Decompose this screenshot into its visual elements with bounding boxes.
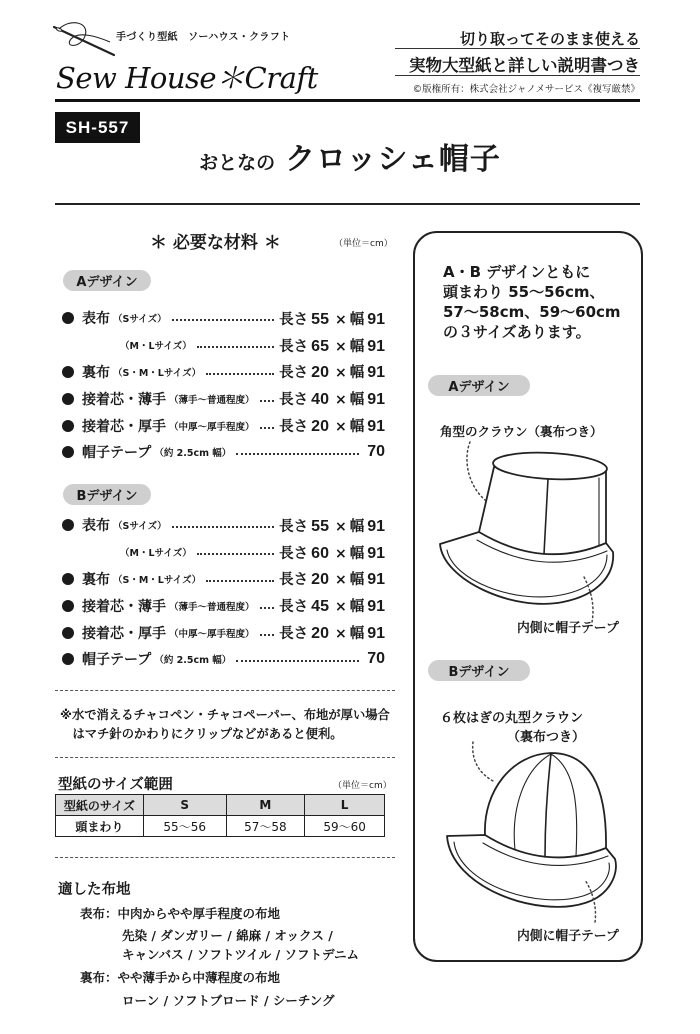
width-label: 幅 xyxy=(349,545,365,562)
material-row xyxy=(62,385,388,412)
length-value: 20 xyxy=(311,571,329,589)
header-tagline-2: 実物大型紙と詳しい説明書つき xyxy=(409,56,640,75)
materials-unit: （単位＝cm） xyxy=(334,239,393,249)
size-table-unit: （単位＝cm） xyxy=(333,781,392,791)
width-label: 幅 xyxy=(349,392,365,409)
bullet-icon xyxy=(62,600,74,612)
times-sign: × xyxy=(334,599,347,616)
fabric-examples: ローン / ソフトブロード / シーチング xyxy=(122,993,335,1008)
dotted-leader xyxy=(172,319,275,321)
material-note: （S・M・Lサイズ） xyxy=(113,574,202,586)
intro-line: の３サイズあります。 xyxy=(443,323,591,341)
bullet-icon xyxy=(62,312,74,324)
design-b-badge: Bデザイン xyxy=(63,484,151,505)
table-header-row xyxy=(56,795,385,816)
material-row xyxy=(62,439,388,466)
dotted-leader xyxy=(260,607,275,609)
length-label: 長さ xyxy=(279,419,309,436)
width-value: 91 xyxy=(367,391,385,409)
material-row xyxy=(62,539,388,566)
tip-note xyxy=(60,706,390,744)
bullet-icon xyxy=(62,446,74,458)
material-name: 裏布 xyxy=(82,571,110,588)
length-label: 長さ xyxy=(279,518,309,535)
length-value: 20 xyxy=(311,625,329,643)
crown-caption-a: 角型のクラウン（裏布つき） xyxy=(440,424,603,439)
crown-label-pointer xyxy=(467,442,485,500)
length-value: 55 xyxy=(311,310,329,328)
product-code: SH-557 xyxy=(55,112,140,143)
fabric-heading: 表布：中肉からやや厚手程度の布地 xyxy=(80,906,281,921)
material-name: 帽子テープ xyxy=(82,445,152,462)
dotted-leader xyxy=(206,373,274,375)
material-name: 接着芯・厚手 xyxy=(82,418,166,435)
times-sign: × xyxy=(334,626,347,643)
crown-label-pointer xyxy=(473,742,495,782)
material-note: （中厚〜厚手程度） xyxy=(169,421,255,433)
note-line: ※水で消えるチャコペン・チャコペーパー、布地が厚い場合 xyxy=(60,708,390,722)
material-name: 帽子テープ xyxy=(82,652,152,669)
tape-caption-a: 内側に帽子テープ xyxy=(517,621,619,636)
width-value: 91 xyxy=(367,544,385,562)
width-label: 幅 xyxy=(349,419,365,436)
length-label: 長さ xyxy=(279,626,309,643)
table-header-cell: S xyxy=(143,795,226,816)
material-note: （約 2.5cm 幅） xyxy=(154,655,232,667)
bullet-icon xyxy=(62,366,74,378)
material-note: （薄手〜普通程度） xyxy=(169,601,255,613)
width-label: 幅 xyxy=(349,518,365,535)
material-note: （S・M・Lサイズ） xyxy=(113,367,202,379)
width-label: 幅 xyxy=(349,599,365,616)
section-divider xyxy=(55,690,395,691)
width-value: 91 xyxy=(367,571,385,589)
design-b-materials xyxy=(62,512,388,673)
material-name: 裏布 xyxy=(82,364,110,381)
design-a-materials xyxy=(62,305,388,466)
material-amount xyxy=(279,308,388,329)
width-label: 幅 xyxy=(349,338,365,355)
material-name: 接着芯・厚手 xyxy=(82,625,166,642)
table-header-cell: L xyxy=(305,795,385,816)
width-value: 91 xyxy=(367,517,385,535)
table-header-cell: M xyxy=(226,795,305,816)
product-title xyxy=(0,142,700,182)
material-row xyxy=(62,646,388,673)
width-label: 幅 xyxy=(349,572,365,589)
amount-value: 70 xyxy=(367,650,385,668)
intro-line: A・B デザインともに xyxy=(443,263,591,281)
length-value: 55 xyxy=(311,517,329,535)
length-value: 20 xyxy=(311,364,329,382)
material-row xyxy=(62,619,388,646)
material-note: （Sサイズ） xyxy=(113,521,167,533)
width-label: 幅 xyxy=(349,311,365,328)
section-divider xyxy=(55,757,395,758)
materials-title: ＊ 必要な材料 ＊ xyxy=(150,233,281,253)
material-name: 表布 xyxy=(82,311,110,328)
times-sign: × xyxy=(334,545,347,562)
material-amount xyxy=(279,595,388,616)
material-amount xyxy=(364,443,388,461)
intro-line: 57〜58cm、59〜60cm xyxy=(443,303,621,321)
design-a-badge: Aデザイン xyxy=(63,270,151,291)
header-rule xyxy=(395,75,640,76)
length-label: 長さ xyxy=(279,545,309,562)
material-note: （約 2.5cm 幅） xyxy=(154,448,232,460)
bullet-icon xyxy=(62,519,74,531)
length-label: 長さ xyxy=(279,572,309,589)
intro-line: 頭まわり 55〜56cm、 xyxy=(443,283,605,301)
material-amount xyxy=(279,515,388,536)
dotted-leader xyxy=(236,660,359,662)
material-amount xyxy=(279,415,388,436)
dotted-leader xyxy=(206,580,274,582)
material-note: （M・Lサイズ） xyxy=(120,341,192,353)
title-prefix: おとなの xyxy=(199,152,276,174)
width-value: 91 xyxy=(367,364,385,382)
material-row xyxy=(62,332,388,359)
material-amount xyxy=(279,388,388,409)
crown-side xyxy=(479,467,606,554)
width-label: 幅 xyxy=(349,365,365,382)
title-divider xyxy=(55,203,640,205)
table-cell: 55〜56 xyxy=(143,816,226,837)
bullet-icon xyxy=(62,420,74,432)
header-divider xyxy=(55,99,640,102)
tape-caption-b: 内側に帽子テープ xyxy=(517,929,619,944)
dotted-leader xyxy=(260,427,275,429)
length-label: 長さ xyxy=(279,392,309,409)
times-sign: × xyxy=(334,392,347,409)
material-name: 表布 xyxy=(82,518,110,535)
width-value: 91 xyxy=(367,625,385,643)
material-note: （中厚〜厚手程度） xyxy=(169,628,255,640)
copyright-notice: ©版権所有：株式会社ジャノメサービス《複写厳禁》 xyxy=(412,84,640,95)
length-label: 長さ xyxy=(279,311,309,328)
fabric-examples: 先染 / ダンガリー / 綿麻 / オックス / xyxy=(122,928,333,943)
table-cell: 57〜58 xyxy=(226,816,305,837)
bullet-icon xyxy=(62,573,74,585)
overview-b-badge: Bデザイン xyxy=(428,660,530,681)
times-sign: × xyxy=(334,518,347,535)
width-value: 91 xyxy=(367,418,385,436)
dotted-leader xyxy=(236,453,359,455)
length-label: 長さ xyxy=(279,599,309,616)
hat-b-illustration xyxy=(413,740,643,930)
table-cell: 頭まわり xyxy=(56,816,144,837)
fabrics-title: 適した布地 xyxy=(58,882,131,898)
overview-a-badge: Aデザイン xyxy=(428,375,530,396)
material-amount xyxy=(279,542,388,563)
size-table-title: 型紙のサイズ範囲 xyxy=(58,777,173,793)
width-value: 91 xyxy=(367,598,385,616)
material-row xyxy=(62,359,388,386)
brand-logo: Sew House＊Craft xyxy=(56,61,318,95)
width-value: 91 xyxy=(367,337,385,355)
table-cell: 59〜60 xyxy=(305,816,385,837)
material-row xyxy=(62,412,388,439)
length-value: 60 xyxy=(311,544,329,562)
material-row xyxy=(62,305,388,332)
times-sign: × xyxy=(334,572,347,589)
material-amount xyxy=(279,361,388,382)
material-note: （薄手〜普通程度） xyxy=(169,394,255,406)
material-note: （M・Lサイズ） xyxy=(120,548,192,560)
title-main: クロッシェ帽子 xyxy=(285,142,501,177)
section-divider xyxy=(55,857,395,858)
material-row xyxy=(62,592,388,619)
length-value: 45 xyxy=(311,598,329,616)
material-row xyxy=(62,512,388,539)
overview-intro xyxy=(443,262,621,342)
hat-a-illustration xyxy=(413,440,643,630)
fabric-examples: キャンバス / ソフトツイル / ソフトデニム xyxy=(122,947,360,962)
dotted-leader xyxy=(260,634,275,636)
bullet-icon xyxy=(62,627,74,639)
times-sign: × xyxy=(334,311,347,328)
length-label: 長さ xyxy=(279,365,309,382)
size-table xyxy=(55,794,385,837)
fabric-heading: 裏布：やや薄手から中薄程度の布地 xyxy=(80,970,281,985)
material-name: 接着芯・薄手 xyxy=(82,391,166,408)
length-value: 40 xyxy=(311,391,329,409)
dotted-leader xyxy=(172,526,275,528)
width-value: 91 xyxy=(367,310,385,328)
header-rule xyxy=(395,48,640,49)
material-amount xyxy=(279,335,388,356)
material-row xyxy=(62,566,388,593)
material-amount xyxy=(364,650,388,668)
dotted-leader xyxy=(260,400,275,402)
crown-caption-b-sub: （裏布つき） xyxy=(507,730,586,745)
bullet-icon xyxy=(62,393,74,405)
dotted-leader xyxy=(197,553,274,555)
header-tagline-1: 切り取ってそのまま使える xyxy=(459,30,640,48)
width-label: 幅 xyxy=(349,626,365,643)
times-sign: × xyxy=(334,365,347,382)
material-amount xyxy=(279,622,388,643)
dotted-leader xyxy=(197,346,274,348)
bullet-icon xyxy=(62,653,74,665)
crown-caption-b: ６枚はぎの丸型クラウン xyxy=(440,711,584,726)
amount-value: 70 xyxy=(367,443,385,461)
table-row xyxy=(56,816,385,837)
table-header-cell: 型紙のサイズ xyxy=(56,795,144,816)
length-value: 65 xyxy=(311,337,329,355)
length-value: 20 xyxy=(311,418,329,436)
note-line: はマチ針のかわりにクリップなどがあると便利。 xyxy=(72,727,343,741)
material-amount xyxy=(279,568,388,589)
times-sign: × xyxy=(334,338,347,355)
length-label: 長さ xyxy=(279,338,309,355)
material-name: 接着芯・薄手 xyxy=(82,598,166,615)
brand-tagline: 手づくり型紙 ソーハウス・クラフト xyxy=(116,32,291,43)
material-note: （Sサイズ） xyxy=(113,314,167,326)
times-sign: × xyxy=(334,419,347,436)
